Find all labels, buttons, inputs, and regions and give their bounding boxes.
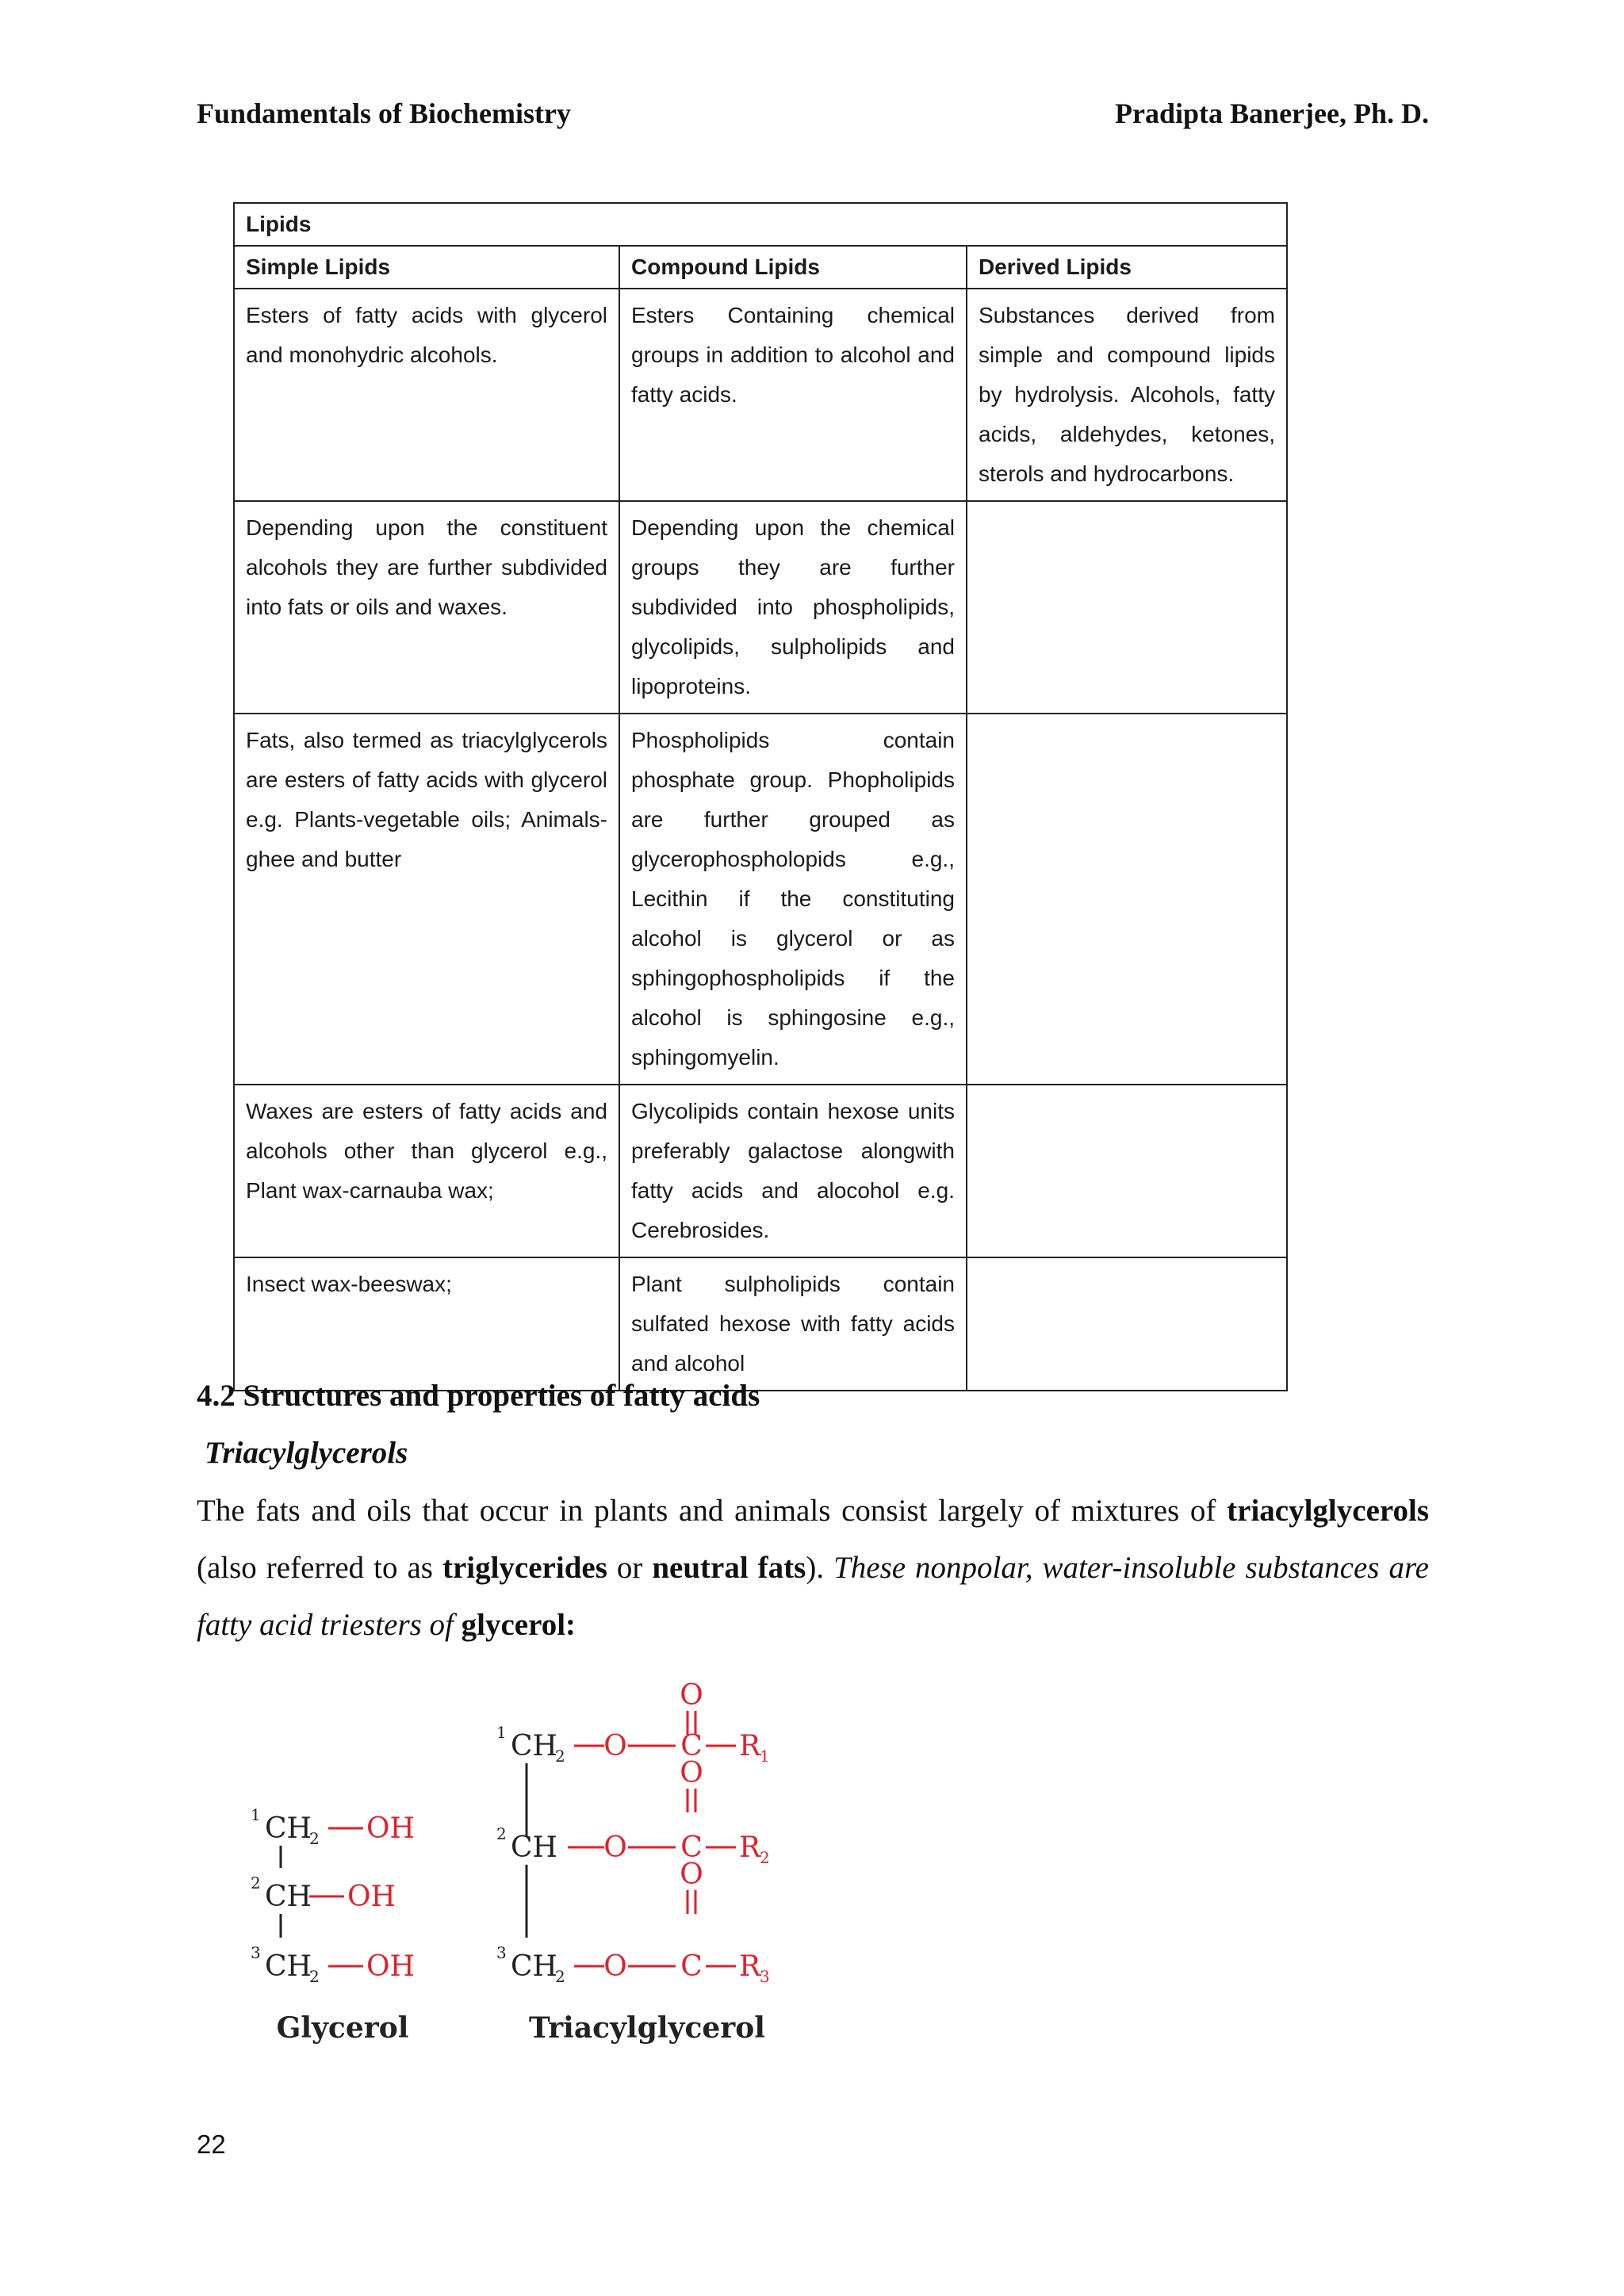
para-text: ).: [806, 1551, 834, 1585]
table-header-row: [234, 246, 1287, 289]
carbon-number-2: 2: [251, 1873, 261, 1892]
para-text: or: [607, 1551, 653, 1585]
table-row: [234, 1257, 1287, 1391]
table-cell: Phospholipids contain phosphate group. Phopholipids are further grouped as glycerophospholopids e.g., Lecithin if the constituting alcohol is glycerol or as sphingophospholipids if the alcohol is sphingosine e.g., sphingomyelin.: [619, 714, 967, 1085]
carbon-label: CH: [511, 1831, 557, 1864]
triacylglycerol-structure: [496, 1679, 770, 2045]
table-cell: [967, 1257, 1287, 1391]
carbon-label: CH: [511, 1950, 557, 1983]
r-subscript: 3: [760, 1967, 770, 1986]
table-row: [234, 289, 1287, 501]
table-cell: Depending upon the chemical groups they are further subdivided into phospholipids, glycolipids, sulpholipids and lipoproteins.: [619, 501, 967, 714]
para-text: [454, 1608, 462, 1642]
ester-oxygen: O: [603, 1950, 627, 1983]
carbonyl-oxygen: O: [680, 1679, 703, 1712]
triacylglycerol-caption: Triacylglycerol: [529, 2011, 765, 2045]
ester-oxygen: O: [603, 1730, 627, 1762]
carbon-number-2: 2: [496, 1824, 507, 1843]
carbonyl-carbon: C: [680, 1730, 703, 1762]
subscript-2: 2: [309, 1829, 320, 1848]
table-cell: Plant sulpholipids contain sulfated hexose with fatty acids and alcohol: [619, 1257, 967, 1391]
carbon-label: CH: [265, 1881, 312, 1913]
hydroxyl-label: OH: [366, 1812, 415, 1845]
term-glycerol: glycerol:: [461, 1608, 576, 1642]
table-cell: Esters Containing chemical groups in addition to alcohol and fatty acids.: [619, 289, 967, 501]
table-cell: [967, 501, 1287, 714]
carbon-label: CH: [265, 1950, 312, 1983]
carbonyl-oxygen: O: [680, 1858, 703, 1891]
glycerol-triacylglycerol-structure-figure: [230, 1665, 833, 2077]
carbon-label: CH: [511, 1730, 557, 1762]
table-cell: [967, 714, 1287, 1085]
table-cell: Esters of fatty acids with glycerol and monohydric alcohols.: [234, 289, 619, 501]
subscript-2: 2: [555, 1747, 565, 1766]
table-cell: Fats, also termed as triacylglycerols are esters of fatty acids with glycerol e.g. Plants-vegetable oils; Animals-ghee and butter: [234, 714, 619, 1085]
subscript-2: 2: [309, 1967, 320, 1986]
ester-oxygen: O: [603, 1831, 627, 1864]
body-paragraph: [197, 1483, 1429, 1654]
subscript-2: 2: [555, 1967, 565, 1986]
table-title: Lipids: [234, 203, 1287, 246]
column-header-simple: Simple Lipids: [234, 246, 619, 289]
carbonyl-carbon: C: [680, 1950, 703, 1983]
table-cell: Waxes are esters of fatty acids and alcohols other than glycerol e.g., Plant wax-carnauba wax;: [234, 1085, 619, 1257]
table-row: [234, 714, 1287, 1085]
running-header-title: Fundamentals of Biochemistry: [197, 98, 571, 129]
subsection-heading: Triacylglycerols: [205, 1436, 408, 1470]
carbonyl-oxygen: O: [680, 1757, 703, 1789]
carbon-number-3: 3: [496, 1943, 507, 1962]
term-triglycerides: triglycerides: [442, 1551, 607, 1585]
table-cell: Insect wax-beeswax;: [234, 1257, 619, 1391]
para-italic-text: These nonpolar, water-insoluble substances are fatty acid triesters of: [197, 1551, 1429, 1642]
page-number: 22: [197, 2130, 226, 2159]
running-header-author: Pradipta Banerjee, Ph. D.: [1115, 98, 1429, 129]
carbon-number-1: 1: [496, 1723, 507, 1742]
section-heading: 4.2 Structures and properties of fatty acids: [197, 1379, 760, 1413]
hydroxyl-label: OH: [366, 1950, 415, 1983]
table-row: [234, 501, 1287, 714]
carbon-label: CH: [265, 1812, 312, 1845]
table-row: [234, 1085, 1287, 1257]
carbonyl-carbon: C: [680, 1831, 703, 1864]
table-cell: [967, 1085, 1287, 1257]
glycerol-structure: [251, 1805, 415, 2045]
term-triacylglycerols: triacylglycerols: [1227, 1494, 1429, 1528]
carbon-number-1: 1: [251, 1805, 261, 1824]
table-cell: Substances derived from simple and compound lipids by hydrolysis. Alcohols, fatty acids, aldehydes, ketones, sterols and hydrocarbons.: [967, 289, 1287, 501]
glycerol-caption: Glycerol: [276, 2011, 409, 2045]
carbon-number-3: 3: [251, 1943, 261, 1962]
r-group: R: [739, 1950, 761, 1983]
column-header-compound: Compound Lipids: [619, 246, 967, 289]
hydroxyl-label: OH: [347, 1881, 396, 1913]
para-text: The fats and oils that occur in plants and animals consist largely of mixtures of: [197, 1494, 1228, 1528]
r-group: R: [739, 1831, 761, 1864]
column-header-derived: Derived Lipids: [967, 246, 1287, 289]
term-neutral-fats: neutral fats: [652, 1551, 806, 1585]
r-subscript: 1: [760, 1747, 770, 1766]
table-cell: Glycolipids contain hexose units preferably galactose alongwith fatty acids and alocohol e.g. Cerebrosides.: [619, 1085, 967, 1257]
lipids-classification-table: [233, 202, 1288, 1391]
table-cell: Depending upon the constituent alcohols they are further subdivided into fats or oils and waxes.: [234, 501, 619, 714]
para-text: (also referred to as: [197, 1551, 442, 1585]
r-group: R: [739, 1730, 761, 1762]
r-subscript: 2: [760, 1848, 770, 1867]
